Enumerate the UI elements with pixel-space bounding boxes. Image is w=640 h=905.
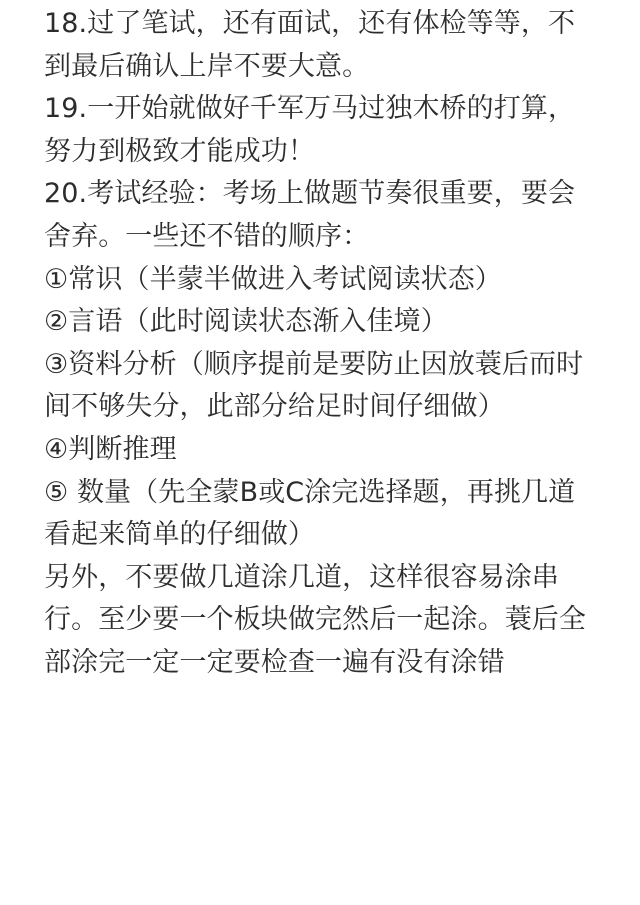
tip-19: 19.一开始就做好千军万马过独木桥的打算，努力到极致才能成功！ — [44, 93, 576, 167]
order-item-2: ②言语（此时阅读状态渐入佳境） — [44, 306, 448, 338]
tip-18: 18.过了笔试，还有面试，还有体检等等，不到最后确认上岸不要大意。 — [44, 8, 576, 82]
order-item-3: ③资料分析（顺序提前是要防止因放蓑后而时间不够失分，此部分给足时间仔细做） — [44, 348, 584, 423]
additional-note: 另外，不要做几道涂几道，这样很容易涂串行。至少要一个板块做完然后一起涂。蓑后全部涂完一定一定要检查一遍有没有涂错 — [44, 561, 586, 678]
order-item-4: ④判断推理 — [44, 433, 177, 465]
tip-20: 20.考试经验：考场上做题节奏很重要，要会舍弃。一些还不错的顺序： — [44, 178, 576, 252]
order-item-1: ①常识（半蒙半做进入考试阅读状态） — [44, 263, 502, 295]
document-body — [44, 0, 596, 685]
order-item-5: ⑤ 数量（先全蒙B或C涂完选择题，再挑几道看起来简单的仔细做） — [44, 476, 576, 551]
